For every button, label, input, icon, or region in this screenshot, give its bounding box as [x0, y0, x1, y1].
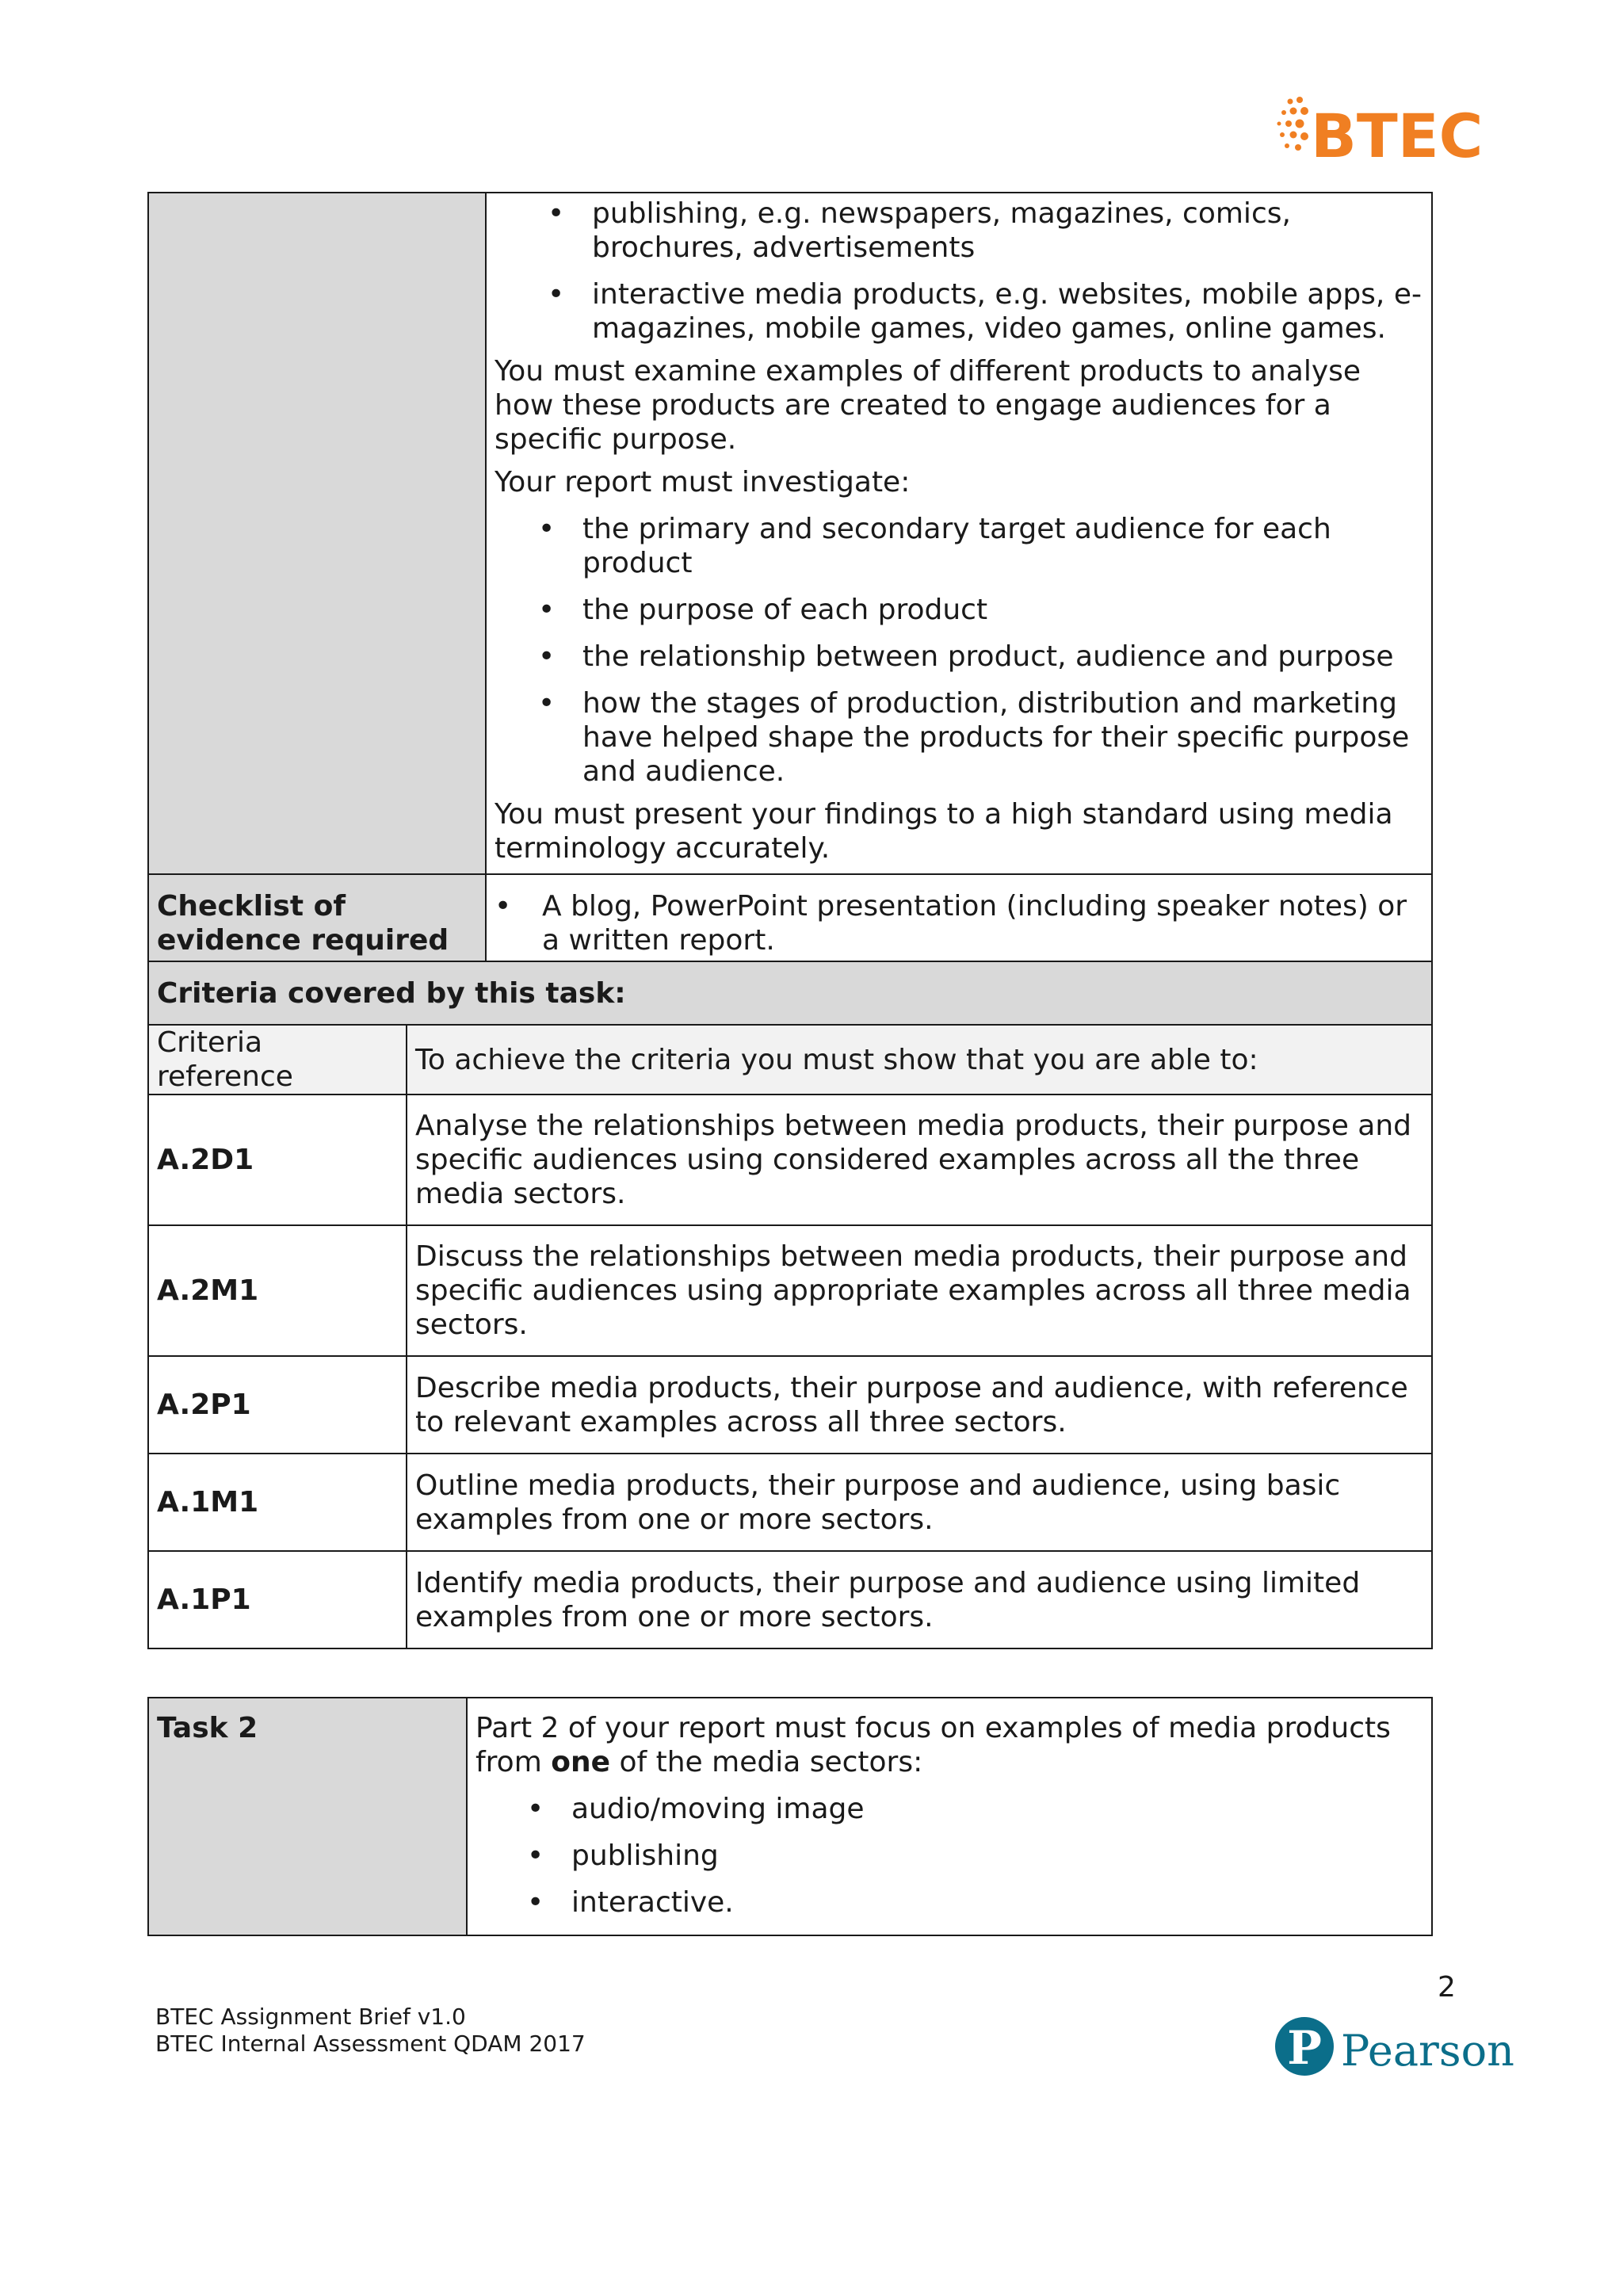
- criteria-ref: A.2D1: [148, 1095, 407, 1225]
- criteria-text: Discuss the relationships between media products, their purpose and specific audiences using appropriate examples across all three media sectors.: [407, 1225, 1432, 1356]
- footer-text: [155, 2004, 586, 2057]
- pearson-logo-text: Pearson: [1341, 2026, 1514, 2076]
- criteria-ref: A.2M1: [148, 1225, 407, 1356]
- table-row: [148, 1095, 1432, 1225]
- table-row: [148, 1551, 1432, 1648]
- criteria-ref: A.2P1: [148, 1356, 407, 1454]
- criteria-text: Outline media products, their purpose and audience, using basic examples from one or more sectors.: [407, 1454, 1432, 1551]
- sector-list: [495, 197, 1423, 346]
- list-item: • the purpose of each product: [495, 593, 1423, 627]
- checklist-label: Checklist of evidence required: [148, 874, 486, 974]
- footer-line-2: BTEC Internal Assessment QDAM 2017: [155, 2030, 586, 2057]
- criteria-text: Analyse the relationships between media products, their purpose and specific audiences using considered examples across all the three media sectors.: [407, 1095, 1432, 1225]
- list-item: • how the stages of production, distribution and marketing have helped shape the products for their specific purpose and audience.: [495, 686, 1423, 789]
- criteria-text: Describe media products, their purpose and audience, with reference to relevant examples across all three sectors.: [407, 1356, 1432, 1454]
- list-item: • A blog, PowerPoint presentation (including speaker notes) or a written report.: [495, 889, 1423, 957]
- table-row: [148, 1225, 1432, 1356]
- list-item: • the relationship between product, audience and purpose: [495, 640, 1423, 674]
- page-number: 2: [1438, 1971, 1456, 2004]
- criteria-table: [147, 961, 1433, 1649]
- footer-line-1: BTEC Assignment Brief v1.0: [155, 2004, 466, 2030]
- investigate-intro: Your report must investigate:: [495, 466, 911, 499]
- list-item: • audio/moving image: [475, 1792, 1423, 1826]
- list-item: • interactive media products, e.g. websites, mobile apps, e-magazines, mobile games, video games, online games.: [495, 277, 1423, 346]
- task2-label: Task 2: [148, 1698, 467, 1935]
- criteria-heading: Criteria covered by this task:: [148, 961, 1432, 1025]
- task-label-cell: [148, 193, 486, 874]
- criteria-reference-header: Criteria reference: [148, 1025, 407, 1095]
- criteria-ref: A.1M1: [148, 1454, 407, 1551]
- criteria-ref: A.1P1: [148, 1551, 407, 1648]
- criteria-text: Identify media products, their purpose and audience using limited examples from one or more sectors.: [407, 1551, 1432, 1648]
- pearson-logo: [1273, 2010, 1514, 2083]
- list-item: • publishing: [475, 1839, 1423, 1873]
- checklist-cell: [486, 874, 1432, 974]
- examine-text: You must examine examples of different products to analyse how these products are created to engage audiences for a specific purpose.: [495, 355, 1361, 456]
- svg-text:P: P: [1287, 2021, 1322, 2075]
- btec-logo: [1274, 94, 1484, 171]
- list-item: • publishing, e.g. newspapers, magazines, comics, brochures, advertisements: [495, 197, 1423, 265]
- present-text: You must present your findings to a high standard using media terminology accurately.: [495, 798, 1393, 865]
- task2-description-cell: [467, 1698, 1432, 1935]
- list-item: • interactive.: [475, 1885, 1423, 1920]
- task-description-cell: [486, 193, 1432, 874]
- task2-intro: Part 2 of your report must focus on examples of media products from one of the media sectors:: [475, 1712, 1391, 1778]
- btec-logo-text: BTEC: [1311, 101, 1484, 171]
- task2-sector-list: [475, 1792, 1423, 1920]
- list-item: • the primary and secondary target audience for each product: [495, 512, 1423, 580]
- table-row: [148, 1356, 1432, 1454]
- criteria-achieve-header: To achieve the criteria you must show that you are able to:: [407, 1025, 1432, 1095]
- investigate-list: [495, 512, 1423, 789]
- task-continuation-table: [147, 192, 1433, 975]
- checklist-list: [495, 889, 1423, 957]
- task2-table: [147, 1697, 1433, 1936]
- table-row: [148, 1454, 1432, 1551]
